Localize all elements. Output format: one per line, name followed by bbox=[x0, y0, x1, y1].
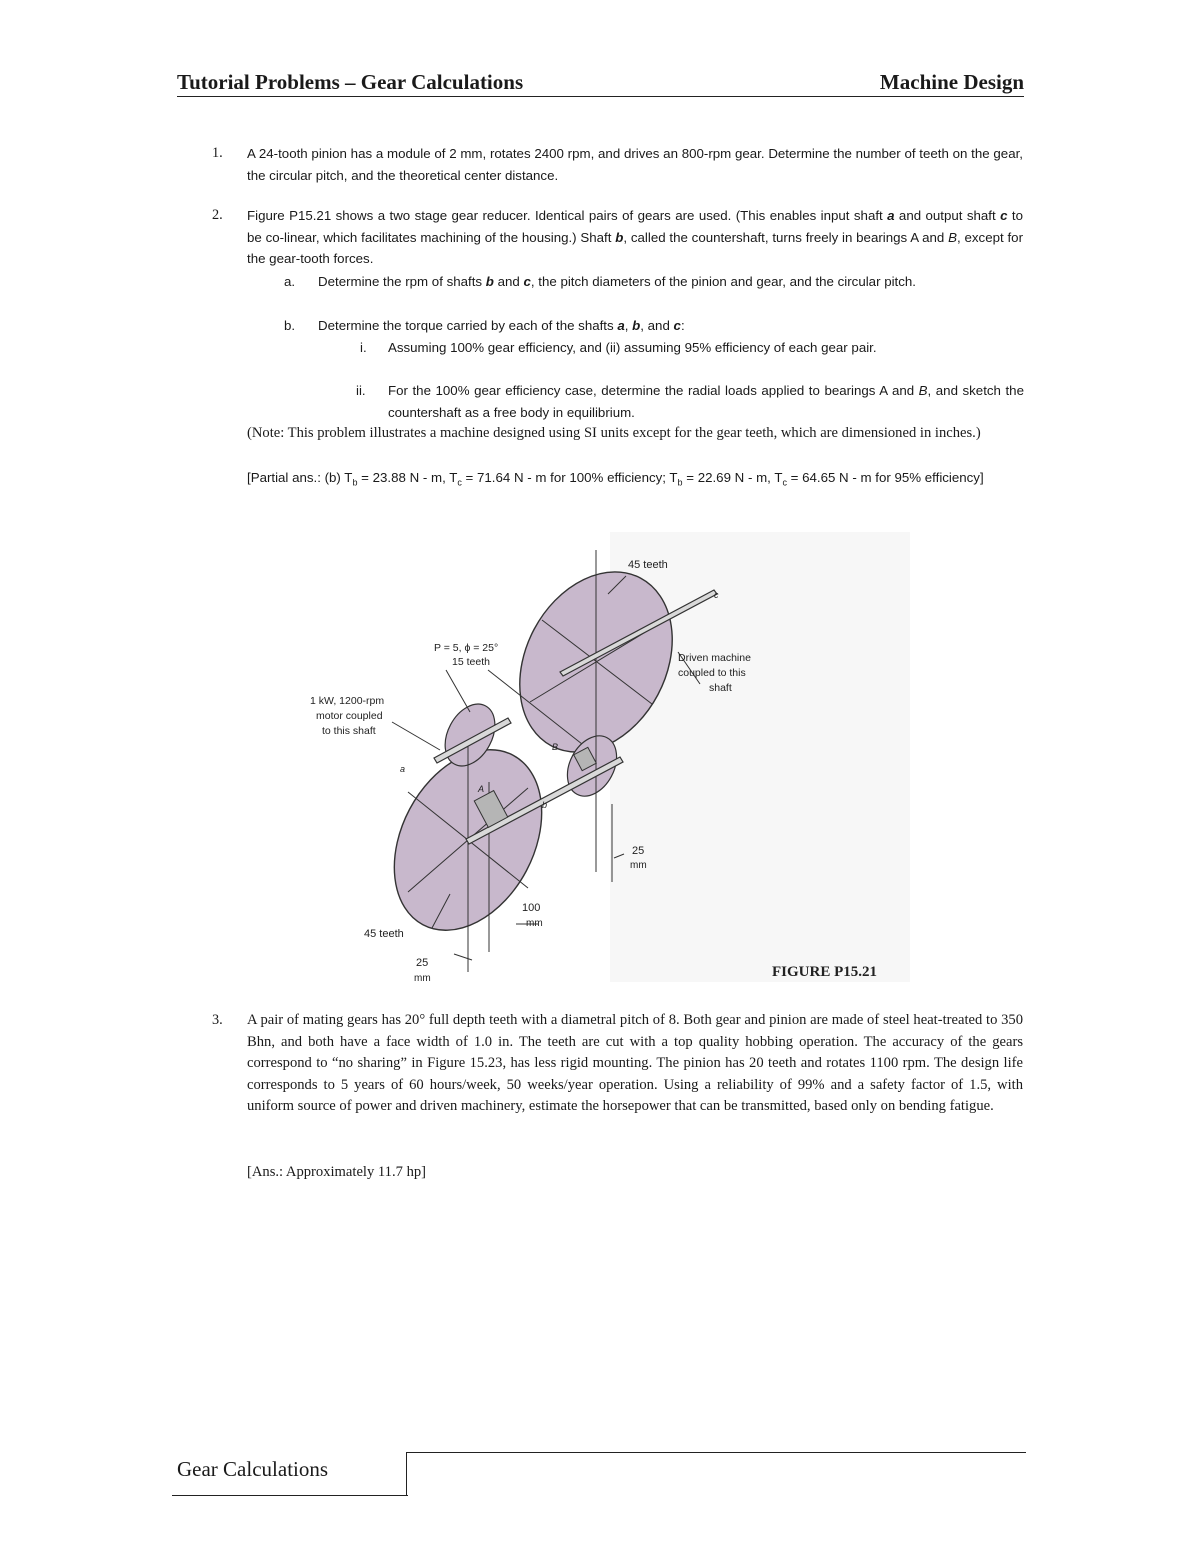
label-motor-2: motor coupled bbox=[316, 710, 383, 722]
label-25-bottom: 25 bbox=[416, 957, 429, 969]
label-bearing-B: B bbox=[552, 742, 559, 752]
problem-1-number: 1. bbox=[212, 145, 223, 161]
sub-ii-marker: ii. bbox=[356, 383, 366, 398]
sub-i-text: Assuming 100% gear efficiency, and (ii) assuming 95% efficiency of each gear pair. bbox=[388, 340, 877, 355]
label-motor-3: to this shaft bbox=[322, 725, 376, 737]
label-mm-bottom: mm bbox=[414, 973, 431, 984]
label-25-right: 25 bbox=[632, 845, 645, 857]
footer-rule-top bbox=[406, 1452, 1026, 1453]
label-driven-3: shaft bbox=[709, 682, 732, 694]
label-shaft-a: a bbox=[400, 764, 406, 774]
problem-1-text: A 24-tooth pinion has a module of 2 mm, rotates 2400 rpm, and drives an 800-rpm gear. Determine the number of teeth on the gear, the circular pitch, and the theoretical center distance. bbox=[247, 146, 1023, 183]
sub-i-marker: i. bbox=[360, 340, 367, 355]
label-15-teeth: 15 teeth bbox=[452, 656, 490, 668]
label-100: 100 bbox=[522, 902, 541, 914]
footer-label: Gear Calculations bbox=[177, 1457, 329, 1481]
figure-p15-21 bbox=[290, 532, 910, 992]
label-shaft-b: b bbox=[542, 800, 548, 810]
gear-reducer-diagram bbox=[290, 532, 910, 992]
footer-rule-bottom bbox=[172, 1495, 408, 1496]
figure-caption: FIGURE P15.21 bbox=[772, 964, 877, 980]
problem-3-answer: [Ans.: Approximately 11.7 hp] bbox=[247, 1164, 427, 1180]
problem-2-number: 2. bbox=[212, 207, 223, 223]
problem-2-partial-answer: [Partial ans.: (b) $T_b = 23.88$ N - m, $T_c = 71.64$ N - m for 100% efficiency; $T_b = 22.69$ N - m, $T_c = 64.65$ N - m for 95% efficiency] bbox=[247, 470, 984, 488]
part-b-text: Determine the torque carried by each of the shafts a, b, and c: bbox=[318, 318, 685, 333]
problem-3-text: A pair of mating gears has 20° full depth teeth with a diametral pitch of 8. Both gear and pinion are made of steel heat-treated to 350 Bhn, and both have a face width of 1.0 in. The teeth are cut with a top quality hobbing operation. The accuracy of the gears correspond to “no sharing” in Figure 15.23, has less rigid mounting. The pinion has 20 teeth and rotates 1100 rpm. The design life corresponds to 5 years of 60 hours/week, 50 weeks/year operation. Using a reliability of 99% and a safety factor of 1.5, with uniform source of power and driven machinery, estimate the horsepower that can be transmitted, based only on bending fatigue. bbox=[247, 1012, 1023, 1114]
part-b-marker: b. bbox=[284, 318, 296, 333]
problem-2-intro: Figure P15.21 shows a two stage gear reducer. Identical pairs of gears are used. (This enables input shaft a and output shaft c to be co-linear, which facilitates machining of the housing.) Shaft b, called the countershaft, turns freely in bearings A and B, except for the gear-tooth forces. bbox=[247, 208, 1023, 266]
label-pitch: P = 5, ϕ = 25° bbox=[434, 642, 499, 654]
course-title: Machine Design bbox=[879, 70, 1024, 94]
document-title: Tutorial Problems – Gear Calculations bbox=[177, 70, 524, 94]
page-header bbox=[177, 70, 1024, 97]
label-bearing-A: A bbox=[478, 784, 485, 794]
label-mm-100: mm bbox=[526, 918, 543, 929]
label-mm-right: mm bbox=[630, 860, 647, 871]
sub-ii-text: For the 100% gear efficiency case, determine the radial loads applied to bearings A and B, and sketch the countershaft as a free body in equilibrium. bbox=[388, 383, 1024, 420]
problem-3-number: 3. bbox=[212, 1012, 223, 1028]
footer-rule-divider bbox=[406, 1452, 407, 1496]
label-45-teeth-top: 45 teeth bbox=[628, 559, 668, 571]
label-motor-1: 1 kW, 1200-rpm bbox=[310, 695, 385, 707]
label-45-teeth-bottom: 45 teeth bbox=[364, 928, 404, 940]
part-a-marker: a. bbox=[284, 274, 296, 289]
label-shaft-c: c bbox=[714, 590, 719, 600]
problem-2-note: (Note: This problem illustrates a machine designed using SI units except for the gear teeth, which are dimensioned in inches.) bbox=[247, 425, 981, 441]
part-a-text: Determine the rpm of shafts b and c, the pitch diameters of the pinion and gear, and the circular pitch. bbox=[318, 274, 916, 289]
label-driven-1: Driven machine bbox=[678, 652, 751, 664]
label-driven-2: coupled to this bbox=[678, 667, 746, 679]
